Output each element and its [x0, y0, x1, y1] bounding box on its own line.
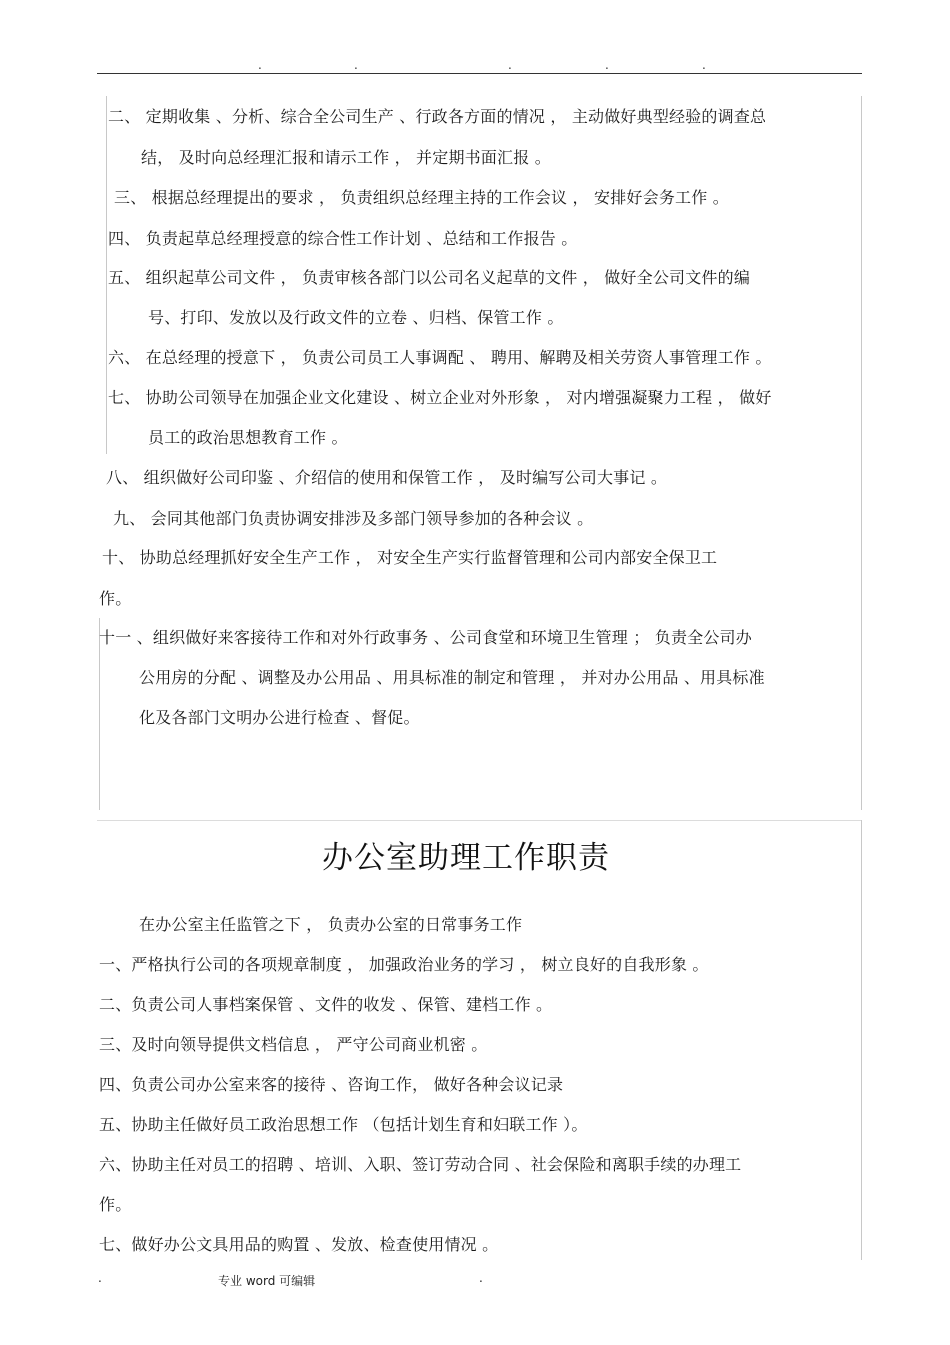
text-line: 八、 组织做好公司印鉴 、介绍信的使用和保管工作 ， 及时编写公司大事记 。 [106, 468, 668, 487]
page-title: 办公室助理工作职责 [322, 840, 610, 876]
text-line: 五、 组织起草公司文件 ， 负责审核各部门以公司名义起草的文件 ， 做好全公司文件的编 [108, 268, 751, 287]
text-line: 十一 、组织做好来客接待工作和对外行政事务 、公司食堂和环境卫生管理 ； 负责全公司办 [99, 628, 752, 647]
text-line: 公用房的分配 、调整及办公用品 、用具标准的制定和管理 ， 并对办公用品 、用具标准 [139, 668, 765, 687]
frame-right-bottom [861, 820, 862, 1260]
text-line: 九、 会同其他部门负责协调安排涉及多部门领导参加的各种会议 。 [113, 509, 594, 528]
text-line: 化及各部门文明办公进行检查 、督促。 [139, 708, 420, 727]
text-line: 作。 [99, 1195, 132, 1214]
text-line: 三、 根据总经理提出的要求 ， 负责组织总经理主持的工作会议 ， 安排好会务工作 。 [114, 188, 729, 207]
header-dot: . [702, 58, 706, 72]
header-dot: . [258, 58, 262, 72]
frame-divider [97, 820, 862, 821]
text-line: 二、负责公司人事档案保管 、文件的收发 、保管、建档工作 。 [99, 995, 553, 1014]
text-line: 六、 在总经理的授意下 ， 负责公司员工人事调配 、 聘用、解聘及相关劳资人事管理工作 。 [108, 348, 772, 367]
text-line: 六、协助主任对员工的招聘 、培训、入职、签订劳动合同 、社会保险和离职手续的办理工 [99, 1155, 742, 1174]
text-line: 员工的政治思想教育工作 。 [148, 428, 348, 447]
text-line: 四、负责公司办公室来客的接待 、咨询工作， 做好各种会议记录 [99, 1075, 564, 1094]
text-line: 七、做好办公文具用品的购置 、发放、检查使用情况 。 [99, 1235, 499, 1254]
text-line: 七、 协助公司领导在加强企业文化建设 、树立企业对外形象 ， 对内增强凝聚力工程 ， 做好 [108, 388, 772, 407]
footer-dot: . [98, 1271, 102, 1285]
footer-dot: . [479, 1271, 483, 1285]
frame-left-top [106, 96, 107, 454]
header-dot: . [354, 58, 358, 72]
footer-label: 专业 word 可编辑 [218, 1274, 316, 1288]
header-rule [97, 73, 862, 74]
text-line: 四、 负责起草总经理授意的综合性工作计划 、总结和工作报告 。 [108, 229, 578, 248]
text-line: 一、严格执行公司的各项规章制度 ， 加强政治业务的学习 ， 树立良好的自我形象 。 [99, 955, 709, 974]
text-line: 十、 协助总经理抓好安全生产工作 ， 对安全生产实行监督管理和公司内部安全保卫工 [102, 548, 718, 567]
text-line: 作。 [99, 589, 132, 608]
text-line: 三、及时向领导提供文档信息 ， 严守公司商业机密 。 [99, 1035, 488, 1054]
header-dot: . [605, 58, 609, 72]
header-dot: . [508, 58, 512, 72]
text-line: 二、 定期收集 、分析、综合全公司生产 、行政各方面的情况 ， 主动做好典型经验的调查总 [108, 107, 767, 126]
text-line: 结， 及时向总经理汇报和请示工作 ， 并定期书面汇报 。 [141, 148, 551, 167]
text-line: 五、协助主任做好员工政治思想工作 （包括计划生育和妇联工作 ）。 [99, 1115, 588, 1134]
text-line: 在办公室主任监管之下 ， 负责办公室的日常事务工作 [139, 915, 523, 934]
text-line: 号、打印、发放以及行政文件的立卷 、归档、保管工作 。 [148, 308, 564, 327]
frame-right-top [861, 96, 862, 810]
